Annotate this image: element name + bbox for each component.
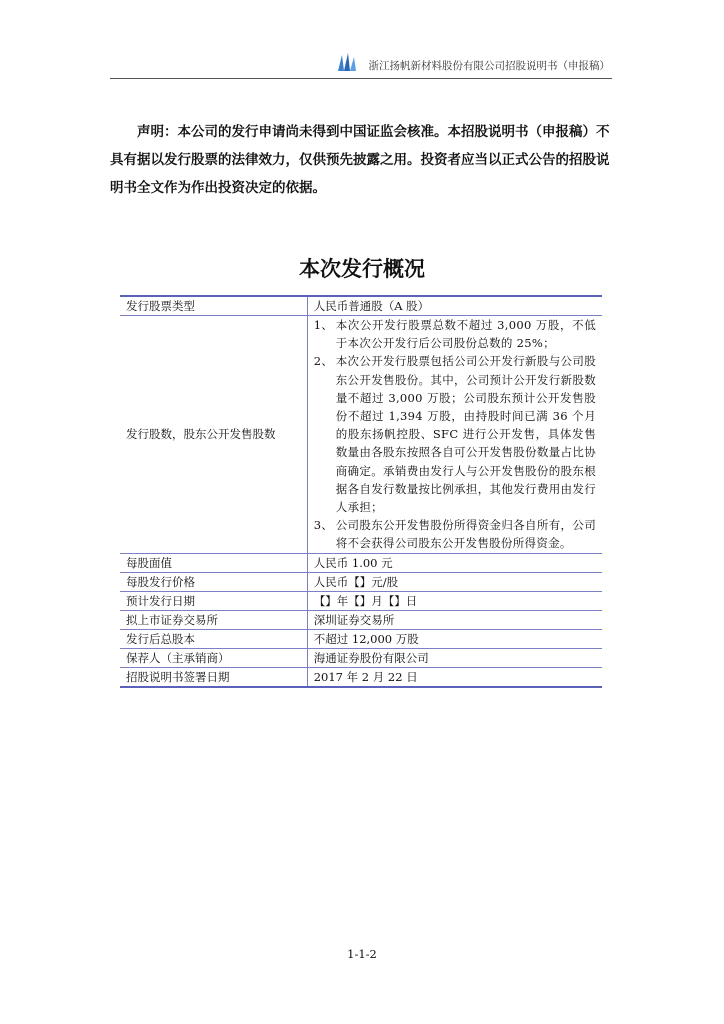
page-header [110,46,612,79]
row-label: 每股发行价格 [120,572,307,591]
table-row [120,629,602,648]
sail-logo-icon [336,52,358,72]
table-row [120,610,602,629]
row-value: 【】年【】月【】日 [313,593,418,608]
row-value: 不超过 12,000 万股 [313,631,419,646]
item-text: 本次公开发行股票包括公司公开发行新股与公司股东公开发售股份。其中，公司预计公开发行新股数量不超过 3,000 万股；公司股东预计公开发售股份不超过 1,394 万股，由持股时间已满 36 个月的股东扬帆控股、SFC 进行公开发售，具体发售数量由各股东按照各自可公开发售股份数量占比协商确定。承销费由发行人与公开发售股份的股东根据各自发行数量按比例承担，其他发行费用由发行人承担； [335,354,596,515]
row-label: 发行股票类型 [120,296,307,316]
disclaimer-statement: 声明：本公司的发行申请尚未得到中国证监会核准。本招股说明书（申报稿）不具有据以发行股票的法律效力，仅供预先披露之用。投资者应当以正式公告的招股说明书全文作为作出投资决定的依据。 [110,124,610,196]
table-row [120,553,602,572]
table-row [120,591,602,610]
list-item [314,516,596,552]
row-value: 海通证券股份有限公司 [313,650,429,665]
table-row [120,648,602,667]
row-value: 人民币普通股（A 股） [313,299,430,313]
row-label: 每股面值 [120,553,307,572]
table-row [120,316,602,554]
row-label: 招股说明书签署日期 [120,667,307,687]
table-row [120,296,602,316]
shares-list [314,316,596,553]
list-item [314,352,596,516]
header-title: 浙江扬帆新材料股份有限公司招股说明书（申报稿） [368,60,610,72]
table-row [120,572,602,591]
row-value: 深圳证券交易所 [313,612,395,627]
row-value: 2017 年 2 月 22 日 [313,669,418,684]
row-value: 人民币 1.00 元 [313,555,393,570]
page-number: 1-1-2 [347,947,377,961]
row-label: 预计发行日期 [120,591,307,610]
row-label: 发行后总股本 [120,629,307,648]
item-number: 3、 [313,518,334,533]
list-item [314,316,596,352]
row-value: 人民币【】元/股 [313,574,399,589]
item-number: 2、 [313,354,334,369]
row-label: 拟上市证券交易所 [120,610,307,629]
row-value [307,316,602,554]
row-label: 保荐人（主承销商） [120,648,307,667]
item-number: 1、 [313,318,334,332]
item-text: 本次公开发行股票总数不超过 3,000 万股，不低于本次公开发行后公司股份总数的 25%； [335,318,596,351]
item-text: 公司股东公开发售股份所得资金归各自所有，公司将不会获得公司股东公开发售股份所得资金。 [335,518,596,551]
page-title: 本次发行概况 [299,257,425,281]
row-label: 发行股数，股东公开发售股数 [120,316,307,554]
table-row [120,667,602,687]
offering-overview-table [120,295,602,688]
